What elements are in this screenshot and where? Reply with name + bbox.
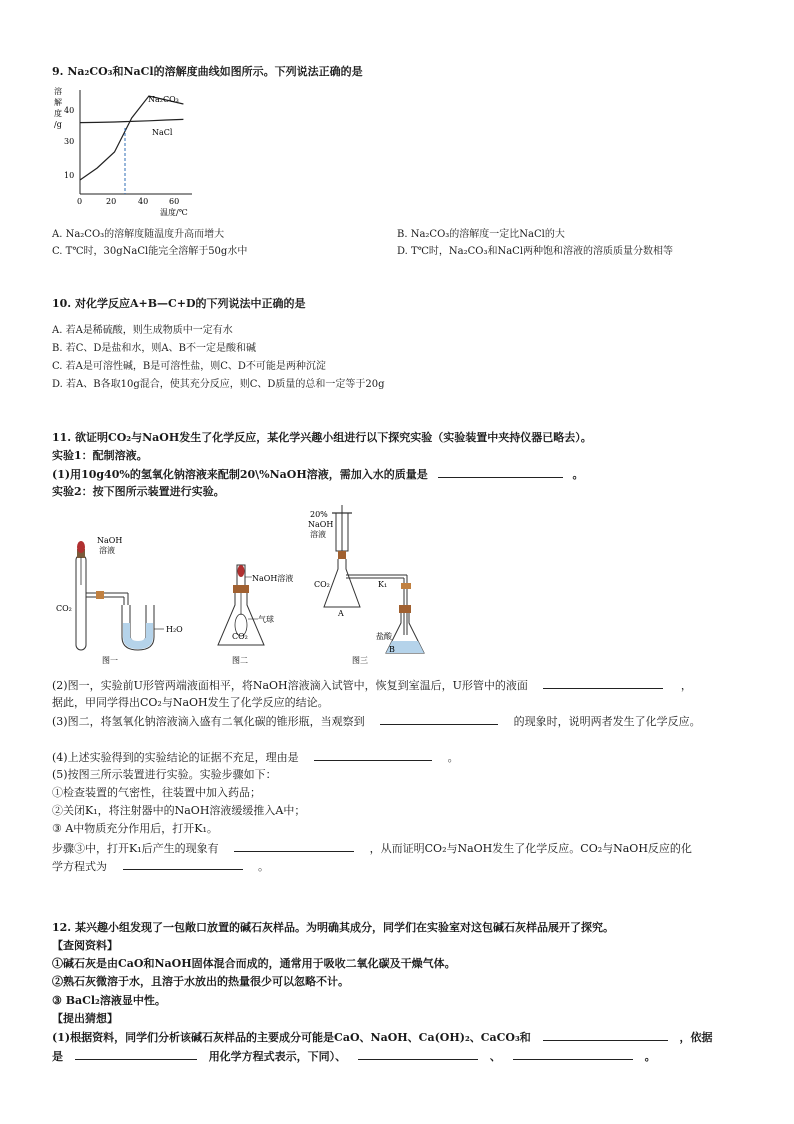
q11-part4-blank[interactable] (314, 749, 432, 761)
fig3-naoh-label: NaOH (308, 520, 334, 529)
q12-guess-1 (52, 1029, 713, 1045)
fig3-pct-label: 20% (310, 510, 328, 519)
q11-exp1: 实验1：配制溶液。 (52, 449, 148, 462)
q11-part1-text: (1)用10g40%的氢氧化钠溶液来配制20\%NaOH溶液，需加入水的质量是 (52, 468, 428, 481)
q11-stem: 11. 欲证明CO₂与NaOH发生了化学反应，某化学兴趣小组进行以下探究实验（实验装置中夹持仪器已略去）。 (52, 431, 592, 444)
q11-part2-blank[interactable] (543, 677, 663, 689)
q10-option-c: C. 若A是可溶性碱，B是可溶性盐，则C、D不可能是两种沉淀 (52, 361, 326, 372)
fig3-sol-label: 溶液 (310, 530, 326, 539)
q11-step2: ②关闭K₁，将注射器中的NaOH溶液缓缓推入A中； (52, 804, 306, 817)
fig2-balloon-label: 气球 (258, 615, 274, 624)
figure-one (56, 536, 183, 665)
q12-basis-sep: 、 (489, 1050, 501, 1063)
xtick-20: 20 (106, 197, 117, 206)
q11-step3-blank[interactable] (234, 840, 354, 852)
chart-xlabel: 温度/℃ (160, 208, 188, 217)
fig2-caption: 图二 (232, 656, 248, 665)
q12-heading-refs: 【查阅资料】 (52, 939, 118, 952)
q12-guess-2 (52, 1048, 656, 1064)
q11-part3-end: 的现象时，说明两者发生了化学反应。 (513, 715, 701, 728)
fig3-acid-label: 盐酸 (376, 632, 392, 641)
figure-two (218, 565, 293, 665)
q11-part4-text: (4)上述实验得到的实验结论的证据不充足，理由是 (52, 751, 299, 764)
q12-stem: 12. 某兴趣小组发现了一包敞口放置的碱石灰样品。为明确其成分，同学们在实验室对这包碱石灰样品展开了探究。 (52, 921, 614, 934)
q9-option-d: D. T℃时，Na₂CO₃和NaCl两种饱和溶液的溶质质量分数相等 (397, 246, 674, 257)
fig1-co2-label: CO₂ (56, 604, 72, 613)
xtick-40: 40 (138, 197, 149, 206)
chart-ylabel-3: 度 (54, 109, 62, 118)
q11-equation (52, 858, 269, 874)
q12-basis-note: 用化学方程式表示，下同）、 (208, 1050, 347, 1063)
q11-part5: (5)按图三所示装置进行实验。实验步骤如下： (52, 768, 277, 781)
q11-part1 (52, 466, 583, 482)
series-line-na2co3 (80, 96, 183, 180)
series-label-na2co3: Na₂CO₃ (148, 95, 179, 104)
fig3-co2-label: CO₂ (314, 580, 330, 589)
q12-basis-blank-2[interactable] (358, 1048, 478, 1060)
xtick-0: 0 (77, 197, 83, 206)
xtick-60: 60 (169, 197, 180, 206)
q11-part3-text: (3)图二，将氢氧化钠溶液滴入盛有二氧化碳的锥形瓶，当观察到 (52, 715, 365, 728)
q12-ref-1: ①碱石灰是由CaO和NaOH固体混合而成的，通常用于吸收二氧化碳及干燥气体。 (52, 957, 456, 970)
q9-option-b: B. Na₂CO₃的溶解度一定比NaCl的大 (397, 229, 565, 240)
q11-step3-phenomenon (52, 840, 692, 856)
q11-step3-conclusion: ，从而证明CO₂与NaOH发生了化学反应。CO₂与NaOH反应的化 (369, 842, 692, 855)
figure-three (308, 505, 424, 665)
q12-guess-blank[interactable] (543, 1029, 668, 1041)
apparatus-figures (52, 505, 452, 670)
fig1-caption: 图一 (102, 656, 118, 665)
q11-part1-end: 。 (572, 468, 584, 481)
q11-part2-conclusion: 据此，甲同学得出CO₂与NaOH发生了化学反应的结论。 (52, 696, 329, 709)
series-line-nacl (80, 119, 183, 122)
fig3-b-label: B (389, 645, 395, 654)
chart-ylabel-2: 解 (54, 98, 62, 107)
q11-part3 (52, 713, 701, 729)
q11-part2 (52, 677, 692, 693)
fig1-sol-label: 溶液 (99, 546, 115, 555)
fig3-k1-label: K₁ (378, 580, 388, 589)
q11-equation-text: 学方程式为 (52, 860, 107, 873)
q11-part2-text: (2)图一，实验前U形管两端液面相平，将NaOH溶液滴入试管中，恢复到室温后，U形管中的液面 (52, 679, 528, 692)
fig3-a-label: A (338, 609, 344, 618)
q11-part2-comma: ， (680, 679, 692, 692)
q12-heading-guess: 【提出猜想】 (52, 1012, 118, 1025)
fig3-caption: 图三 (352, 656, 368, 665)
q11-step1: ①检查装置的气密性，往装置中加入药品； (52, 786, 261, 799)
q11-step3-text: 步骤③中，打开K₁后产生的现象有 (52, 842, 219, 855)
q9-stem: 9. Na₂CO₃和NaCl的溶解度曲线如图所示。下列说法正确的是 (52, 65, 363, 78)
q9-option-a: A. Na₂CO₃的溶解度随温度升高而增大 (52, 229, 225, 240)
q11-part3-blank[interactable] (380, 713, 498, 725)
q10-option-a: A. 若A是稀硫酸，则生成物质中一定有水 (52, 325, 233, 336)
fig1-naoh-label: NaOH (97, 536, 123, 545)
q12-basis-label: 是 (52, 1050, 63, 1063)
q11-step3: ③ A中物质充分作用后，打开K₁。 (52, 822, 218, 835)
chart-ylabel-1: 溶 (54, 87, 62, 96)
q12-guess-text: (1)根据资料，同学们分析该碱石灰样品的主要成分可能是CaO、NaOH、Ca(OH)₂、CaCO₃和 (52, 1031, 531, 1044)
q9-option-c: C. T℃时，30gNaCl能完全溶解于50g水中 (52, 246, 248, 257)
q11-part4-end: 。 (447, 751, 459, 764)
q12-guess-basis: ，依据 (679, 1031, 713, 1044)
q11-equation-blank[interactable] (123, 858, 243, 870)
q11-part4 (52, 749, 459, 765)
fig2-naoh-label: NaOH溶液 (252, 574, 294, 583)
q11-exp2: 实验2：按下图所示装置进行实验。 (52, 485, 225, 498)
ytick-10: 10 (64, 171, 75, 180)
q12-ref-2: ②熟石灰微溶于水，且溶于水放出的热量很少可以忽略不计。 (52, 975, 349, 988)
q10-option-b: B. 若C、D是盐和水，则A、B不一定是酸和碱 (52, 343, 256, 354)
ytick-40: 40 (64, 106, 75, 115)
q12-basis-end: 。 (644, 1050, 656, 1063)
q12-ref-3: ③ BaCl₂溶液显中性。 (52, 994, 166, 1007)
q11-part1-blank[interactable] (438, 466, 563, 478)
series-label-nacl: NaCl (152, 128, 173, 137)
q10-stem: 10. 对化学反应A+B—C+D的下列说法中正确的是 (52, 297, 306, 310)
solubility-chart (52, 84, 202, 219)
q10-option-d: D. 若A、B各取10g混合，使其充分反应，则C、D质量的总和一定等于20g (52, 379, 385, 390)
chart-ylabel-4: /g (54, 120, 62, 129)
q12-basis-blank-3[interactable] (513, 1048, 633, 1060)
fig2-co2-label: CO₂ (232, 632, 248, 641)
q12-basis-blank-1[interactable] (75, 1048, 197, 1060)
fig1-h2o-label: H₂O (166, 625, 183, 634)
ytick-30: 30 (64, 137, 75, 146)
q11-equation-end: 。 (258, 860, 269, 873)
